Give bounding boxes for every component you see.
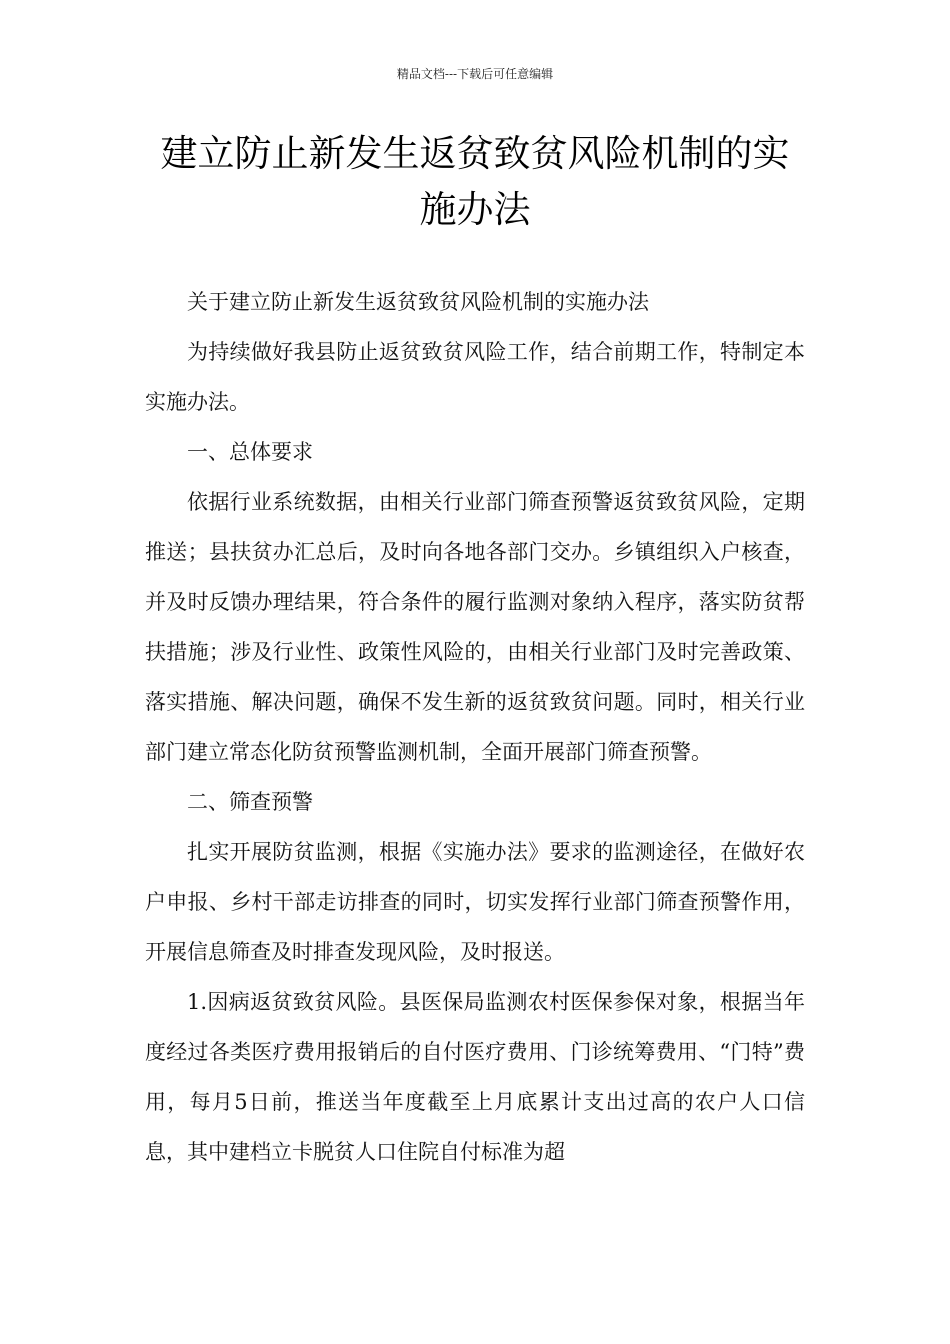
paragraph-intro: 为持续做好我县防止返贫致贫风险工作，结合前期工作，特制定本实施办法。 [145, 340, 805, 414]
section-heading-1: 一、总体要求 [187, 440, 313, 464]
paragraph-screening: 扎实开展防贫监测，根据《实施办法》要求的监测途径，在做好农户申报、乡村干部走访排查的同时，切实发挥行业部门筛查预警作用，开展信息筛查及时排查发现风险，及时报送。 [145, 840, 805, 964]
paragraph-general-requirements: 依据行业系统数据，由相关行业部门筛查预警返贫致贫风险，定期推送；县扶贫办汇总后，及时向各地各部门交办。乡镇组织入户核查，并及时反馈办理结果，符合条件的履行监测对象纳入程序，落实防贫帮扶措施；涉及行业性、政策性风险的，由相关行业部门及时完善政策、落实措施、解决问题，确保不发生新的返贫致贫问题。同时，相关行业部门建立常态化防贫预警监测机制，全面开展部门筛查预警。 [145, 490, 805, 764]
section-heading-2: 二、筛查预警 [187, 790, 313, 814]
document-body [145, 277, 805, 1177]
title-line-1: 建立防止新发生返贫致贫风险机制的实 [160, 132, 790, 175]
paragraph-item-1: 1.因病返贫致贫风险。县医保局监测农村医保参保对象，根据当年度经过各类医疗费用报销后的自付医疗费用、门诊统筹费用、“门特”费用，每月5日前，推送当年度截至上月底累计支出过高的农户人口信息，其中建档立卡脱贫人口住院自付标准为超 [145, 990, 805, 1164]
paragraph-subtitle: 关于建立防止新发生返贫致贫风险机制的实施办法 [187, 290, 649, 314]
header-note: 精品文档---下载后可任意编辑 [396, 67, 554, 81]
title-line-2: 施办法 [419, 188, 531, 231]
document-title [130, 126, 820, 238]
